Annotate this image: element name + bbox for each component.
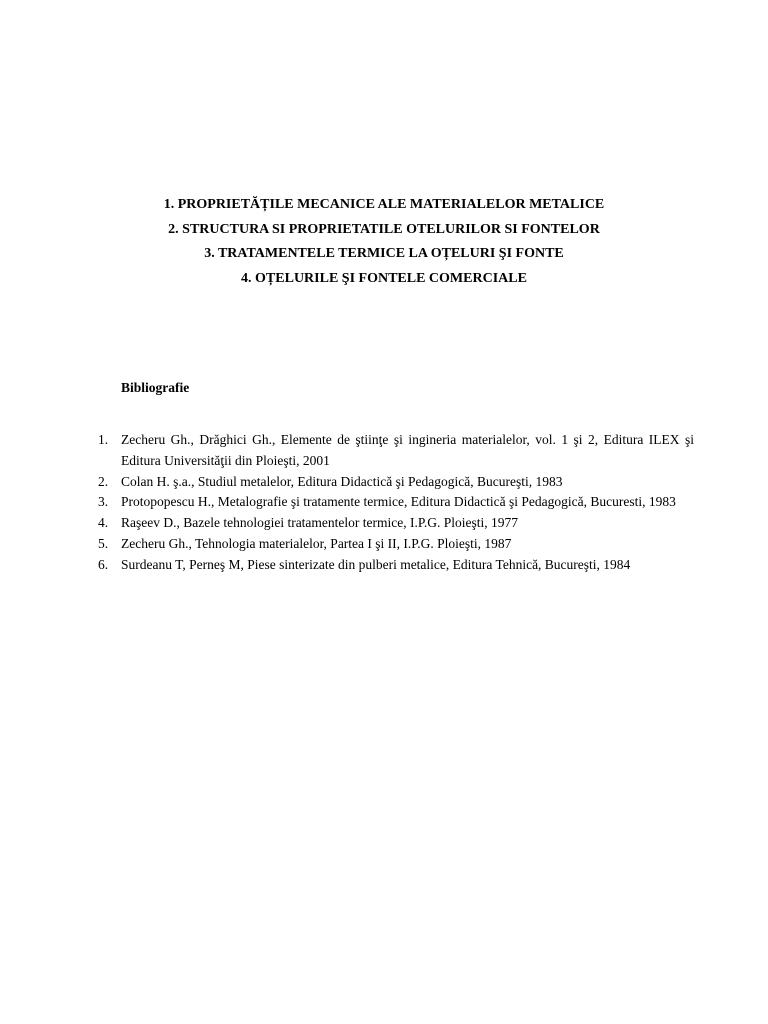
bibliography-item-number: 6. bbox=[98, 556, 109, 572]
bibliography-item-text: Zecheru Gh., Drăghici Gh., Elemente de ştiinţe şi ingineria materialelor, vol. 1 şi 2, Editura ILEX şi Editura Universităţii din Ploieşti, 2001 bbox=[121, 432, 694, 468]
bibliography-item bbox=[98, 430, 694, 472]
bibliography-item bbox=[98, 492, 694, 513]
bibliography-item-number: 2. bbox=[98, 473, 109, 489]
chapter-title: 4. OȚELURILE ŞI FONTELE COMERCIALE bbox=[241, 270, 527, 286]
bibliography-item bbox=[98, 472, 694, 493]
bibliography-list bbox=[98, 430, 694, 576]
chapter-list bbox=[0, 193, 768, 291]
bibliography-item bbox=[98, 534, 694, 555]
chapter-title: 2. STRUCTURA SI PROPRIETATILE OTELURILOR SI FONTELOR bbox=[168, 221, 600, 237]
bibliography-item-text: Surdeanu T, Perneş M, Piese sinterizate din pulberi metalice, Editura Tehnică, Bucureşti, 1984 bbox=[121, 556, 631, 572]
bibliography-item-number: 1. bbox=[98, 432, 109, 447]
bibliography-item-text: Protopopescu H., Metalografie şi tratamente termice, Editura Didactică şi Pedagogică, Bucuresti, 1983 bbox=[121, 494, 676, 510]
bibliography-item-text: Raşeev D., Bazele tehnologiei tratamentelor termice, I.P.G. Ploieşti, 1977 bbox=[121, 515, 519, 531]
bibliography-item-text: Zecheru Gh., Tehnologia materialelor, Partea I şi II, I.P.G. Ploieşti, 1987 bbox=[121, 535, 512, 551]
chapter-title: 1. PROPRIETĂȚILE MECANICE ALE MATERIALELOR METALICE bbox=[163, 197, 605, 212]
chapter-title: 3. TRATAMENTELE TERMICE LA OȚELURI ŞI FONTE bbox=[204, 246, 564, 261]
bibliography-item-text: Colan H. ş.a., Studiul metalelor, Editura Didactică şi Pedagogică, Bucureşti, 1983 bbox=[121, 473, 563, 489]
bibliography-item bbox=[98, 513, 694, 534]
bibliography-item-number: 3. bbox=[98, 494, 109, 510]
bibliography-item-number: 5. bbox=[98, 535, 109, 551]
bibliography-item-number: 4. bbox=[98, 515, 109, 531]
bibliography-item bbox=[98, 555, 694, 576]
bibliography-heading: Bibliografie bbox=[121, 380, 190, 395]
